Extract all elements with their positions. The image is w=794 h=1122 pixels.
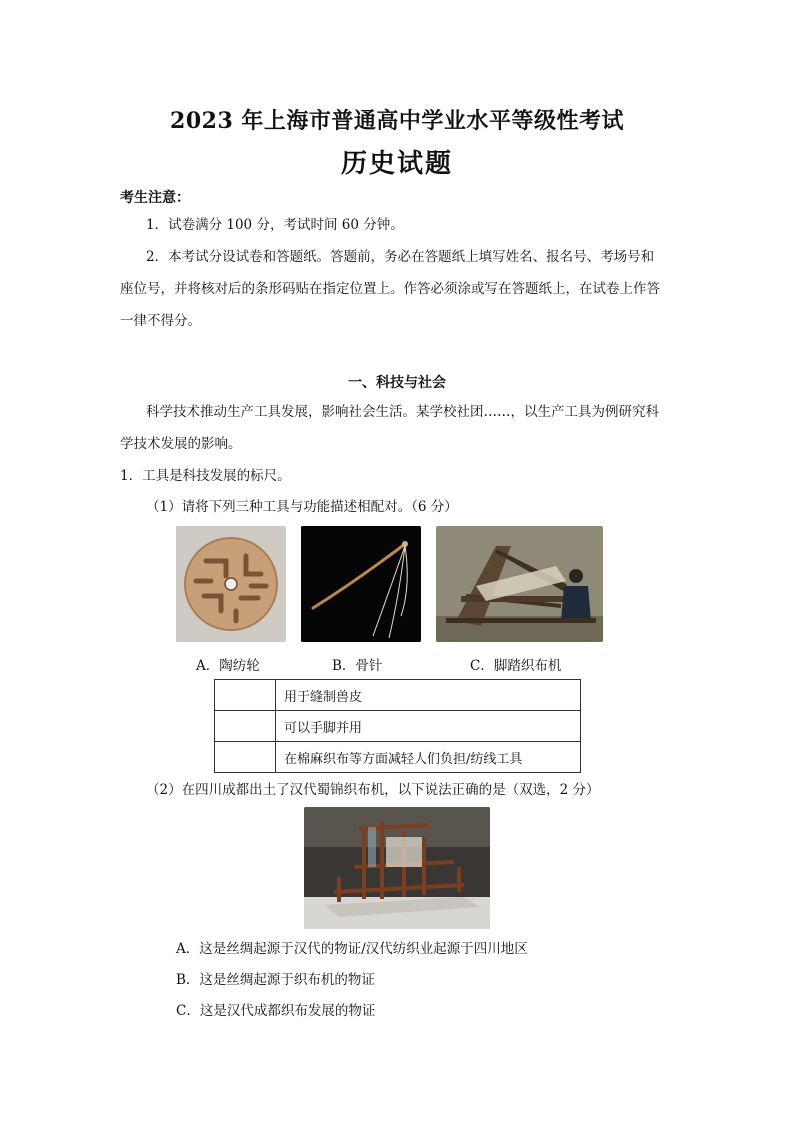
question-1-1: （1）请将下列三种工具与功能描述相配对。（6 分） — [146, 499, 458, 515]
option-a[interactable]: A．这是丝绸起源于汉代的物证/汉代纺织业起源于四川地区 — [176, 941, 528, 957]
caption-a: A．陶纺轮 — [196, 658, 260, 674]
pottery-spindle-whorl-image — [176, 526, 286, 642]
function-description: 用于缝制兽皮 — [276, 680, 581, 711]
answer-blank[interactable] — [215, 680, 276, 711]
exam-subject-title: 历史试题 — [340, 149, 453, 179]
table-row — [215, 680, 581, 711]
table-row — [215, 711, 581, 742]
question-1-2: （2）在四川成都出土了汉代蜀锦织布机，以下说法正确的是（双选，2 分） — [146, 782, 600, 798]
function-description: 可以手脚并用 — [276, 711, 581, 742]
question-1: 1．工具是科技发展的标尺。 — [120, 468, 291, 484]
option-b[interactable]: B．这是丝绸起源于织布机的物证 — [176, 972, 375, 988]
notice-item-2-line-3: 一律不得分。 — [120, 313, 201, 329]
notice-item-2-line-2: 座位号，并将核对后的条形码贴在指定位置上。作答必须涂或写在答题纸上，在试卷上作答 — [120, 281, 660, 297]
notice-item-1: 1．试卷满分 100 分，考试时间 60 分钟。 — [146, 217, 404, 233]
answer-blank[interactable] — [215, 711, 276, 742]
table-row — [215, 742, 581, 773]
option-c[interactable]: C．这是汉代成都织布发展的物证 — [176, 1003, 376, 1019]
caption-c: C．脚踏织布机 — [470, 658, 562, 674]
section-title: 一、科技与社会 — [348, 375, 446, 391]
treadle-loom-image — [436, 526, 603, 642]
section-intro-line-1: 科学技术推动生产工具发展，影响社会生活。某学校社团……，以生产工具为例研究科 — [146, 404, 659, 420]
exam-title: 2023 年上海市普通高中学业水平等级性考试 — [170, 108, 624, 134]
function-description: 在棉麻织布等方面减轻人们负担/纺线工具 — [276, 742, 581, 773]
han-brocade-loom-image — [304, 807, 490, 929]
notice-heading: 考生注意： — [120, 190, 190, 206]
matching-table — [214, 679, 581, 773]
bone-needle-image — [301, 526, 421, 642]
caption-b: B．骨针 — [332, 658, 383, 674]
answer-blank[interactable] — [215, 742, 276, 773]
notice-item-2-line-1: 2．本考试分设试卷和答题纸。答题前，务必在答题纸上填写姓名、报名号、考场号和 — [146, 249, 655, 265]
section-intro-line-2: 学技术发展的影响。 — [120, 436, 242, 452]
